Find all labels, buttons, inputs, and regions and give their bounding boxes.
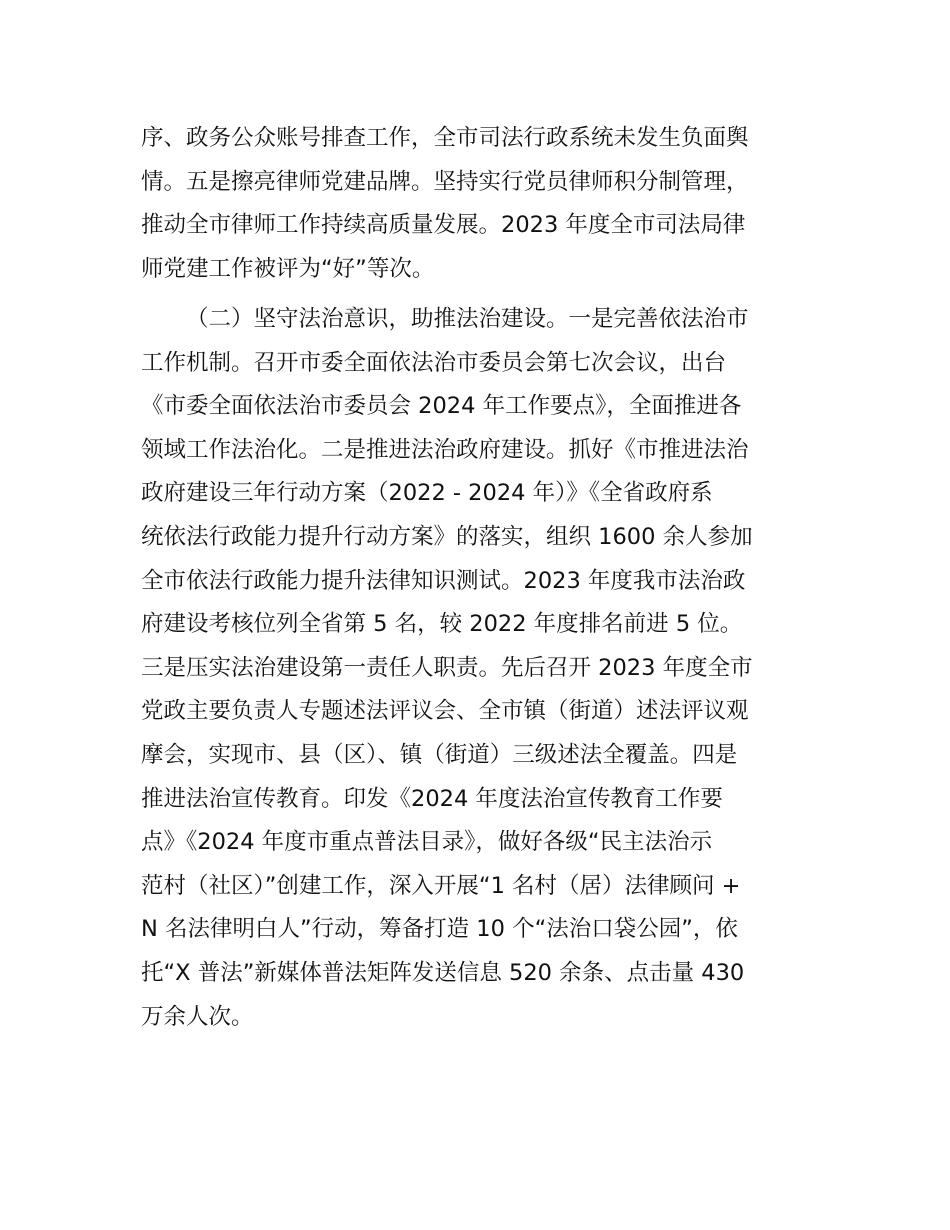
- paragraph-line: 工作机制。召开市委全面依法治市委员会第七次会议，出台: [141, 349, 727, 376]
- paragraph-line: 师党建工作被评为“好”等次。: [141, 255, 435, 282]
- paragraph-line: 统依法行政能力提升行动方案》的落实，组织 1600 余人参加: [141, 523, 753, 550]
- paragraph-line: 政府建设三年行动方案（2022 - 2024 年）》《全省政府系: [141, 480, 713, 507]
- paragraph-line: 托“X 普法”新媒体普法矩阵发送信息 520 余条、点击量 430: [141, 959, 745, 986]
- paragraph-line: 万余人次。: [141, 1003, 254, 1030]
- paragraph-line: 推动全市律师工作持续高质量发展。2023 年度全市司法局律: [141, 212, 746, 239]
- paragraph-line: N 名法律明白人”行动，筹备打造 10 个“法治口袋公园”，依: [141, 916, 738, 943]
- paragraph-lawyer-party-building: [141, 117, 821, 291]
- paragraph-line: 序、政务公众账号排查工作，全市司法行政系统未发生负面舆: [141, 125, 749, 151]
- paragraph-line: 点》《2024 年度市重点普法目录》，做好各级“民主法治示: [141, 829, 713, 856]
- paragraph-line: 三是压实法治建设第一责任人职责。先后召开 2023 年度全市: [141, 654, 753, 681]
- paragraph-line: 范村（社区）”创建工作，深入开展“1 名村（居）法律顾问 +: [141, 872, 741, 899]
- paragraph-line: 领域工作法治化。二是推进法治政府建设。抓好《市推进法治: [141, 436, 749, 463]
- paragraph-rule-of-law-construction: [141, 298, 821, 1039]
- paragraph-line: 情。五是擦亮律师党建品牌。坚持实行党员律师积分制管理，: [141, 168, 749, 195]
- paragraph-line: 全市依法行政能力提升法律知识测试。2023 年度我市法治政: [141, 567, 746, 594]
- paragraph-line: 府建设考核位列全省第 5 名，较 2022 年度排名前进 5 位。: [141, 611, 743, 638]
- paragraph-line: （二）坚守法治意识，助推法治建设。一是完善依法治市: [186, 306, 749, 332]
- paragraph-line: 摩会，实现市、县（区）、镇（街道）三级述法全覆盖。四是: [141, 741, 738, 768]
- paragraph-line: 党政主要负责人专题述法评议会、全市镇（街道）述法评议观: [141, 698, 749, 725]
- paragraph-line: 《市委全面依法治市委员会 2024 年工作要点》，全面推进各: [141, 393, 742, 420]
- paragraph-line: 推进法治宣传教育。印发《2024 年度法治宣传教育工作要: [141, 785, 723, 812]
